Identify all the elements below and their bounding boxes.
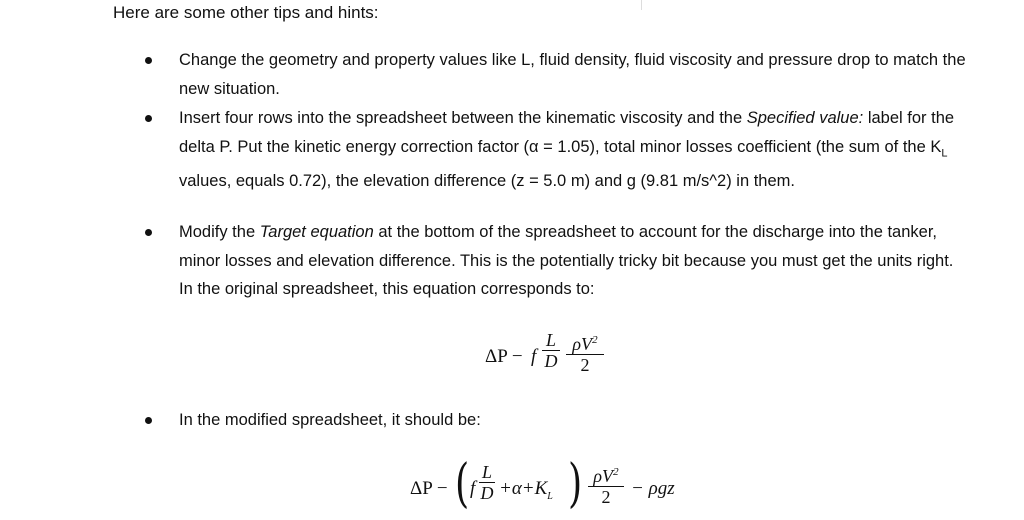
eq2-mid-text: +α+K — [499, 478, 548, 499]
eq2-lhs: ΔP − — [410, 478, 448, 499]
eq1-frac2-num-text: ρV — [572, 334, 593, 354]
eq1-lhs: ΔP − — [485, 346, 523, 367]
eq1-fraction-dynamic — [566, 330, 604, 375]
eq1-fraction-length — [542, 330, 560, 371]
eq1-frac1-num: L — [542, 330, 560, 351]
eq2-frac2-num — [588, 462, 624, 487]
eq2-right-paren: ) — [568, 454, 583, 514]
tip-subscript: L — [941, 146, 948, 159]
tip-item-insert-rows — [179, 104, 969, 196]
eq1-friction-factor: f — [531, 346, 537, 367]
tip-text: In the modified spreadsheet, it should be: — [179, 411, 481, 429]
eq2-mid-sub: L — [547, 490, 553, 502]
eq2-frac2-den: 2 — [601, 487, 611, 507]
eq2-fraction-length — [479, 462, 495, 503]
bullet-icon — [145, 57, 152, 64]
eq2-tail: − ρgz — [631, 478, 675, 499]
tip-text: at the bottom of the spreadsheet to account for the discharge into the tanker, minor losses and elevation difference. This is the potentially tricky bit because you must get the units right. In the original spreadsheet, this equation corresponds to: — [179, 223, 954, 298]
bullet-icon — [145, 115, 152, 122]
eq1-frac2-num — [566, 330, 604, 355]
tip-text: Modify the — [179, 223, 260, 241]
eq2-frac1-num: L — [479, 462, 495, 483]
eq1-frac1-den: D — [544, 351, 558, 371]
tip-item-modify-target — [179, 218, 969, 304]
eq1-frac2-sup: 2 — [592, 334, 598, 346]
eq2-middle-terms — [499, 478, 553, 502]
bullet-icon — [145, 229, 152, 236]
eq2-friction-factor: f — [470, 478, 476, 499]
eq2-left-paren: ( — [455, 454, 470, 514]
eq2-frac2-num-text: ρV — [593, 466, 614, 486]
eq2-frac2-sup: 2 — [613, 466, 619, 478]
bullet-icon — [145, 417, 152, 424]
tip-item-modified — [179, 406, 969, 435]
tip-text: values, equals 0.72), the elevation difference (z = 5.0 m) and g (9.81 m/s^2) in them. — [179, 172, 795, 191]
tip-text: Insert four rows into the spreadsheet between the kinematic viscosity and the — [179, 109, 747, 127]
eq1-frac2-den: 2 — [580, 355, 590, 375]
tip-emphasis: Target equation — [259, 223, 374, 241]
page-edge-mark — [641, 0, 642, 10]
tip-text: label for the delta P. Put the kinetic energy correction factor (α = 1.05), total minor losses coefficient (the sum of the K — [179, 109, 955, 156]
tip-emphasis: Specified value: — [746, 109, 864, 127]
eq2-frac1-den: D — [480, 483, 494, 503]
intro-heading: Here are some other tips and hints: — [113, 3, 379, 22]
tip-text: Change the geometry and property values like L, fluid density, fluid viscosity and pressure drop to match the new situation. — [179, 51, 966, 98]
eq2-fraction-dynamic — [588, 462, 624, 507]
tip-item-geometry — [179, 46, 969, 103]
